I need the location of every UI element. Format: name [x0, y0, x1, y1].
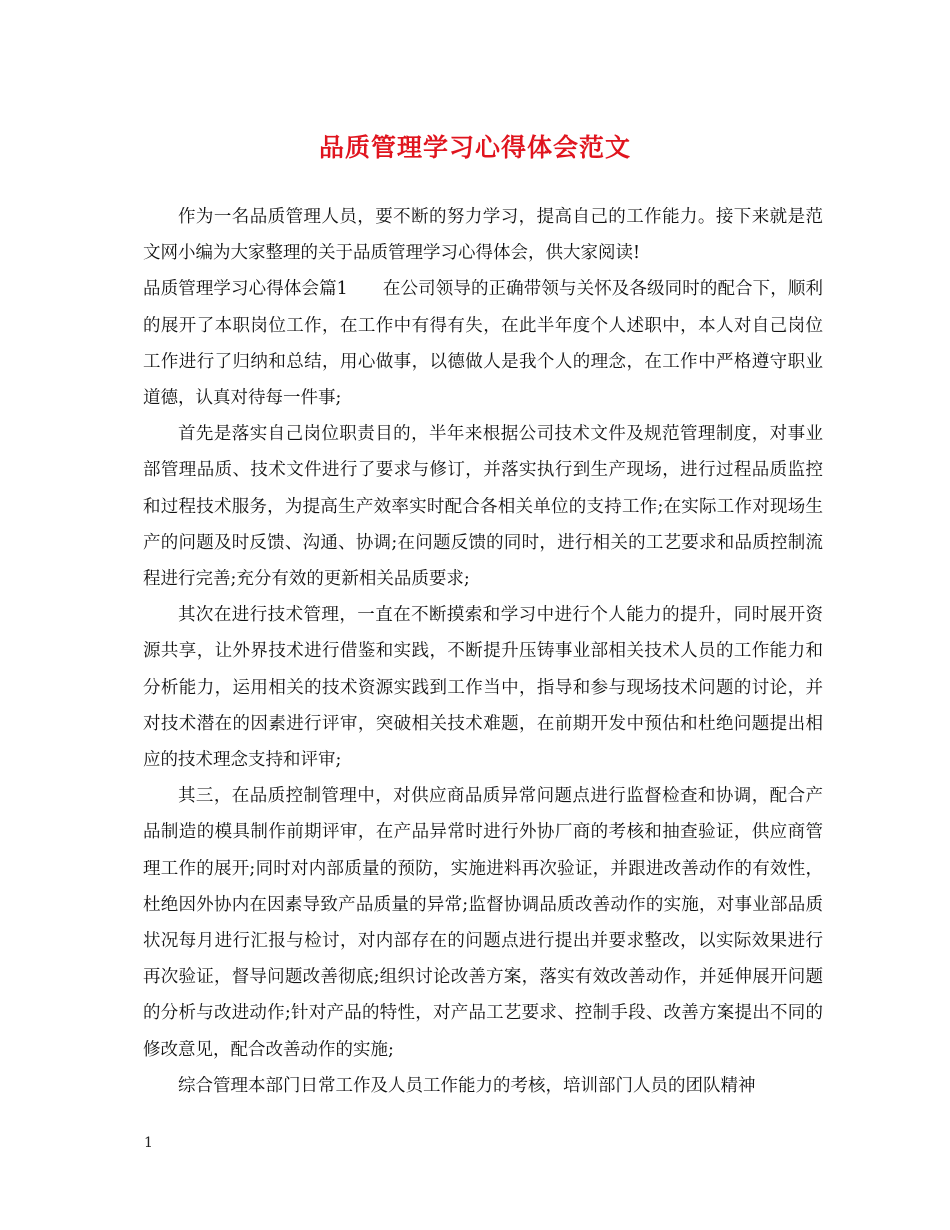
section-heading: 品质管理学习心得体会篇1 — [143, 279, 348, 300]
page-number: 1 — [144, 1135, 153, 1151]
paragraph-section-1-text: 在公司领导的正确带领与关怀及各级同时的配合下，顺利的展开了本职岗位工作，在工作中有得有失，在此半年度个人述职中，本人对自己岗位工作进行了归纳和总结，用心做事，以德做人是我个人的理念，在工作中严格遵守职业道德，认真对待每一件事; — [143, 279, 823, 409]
paragraph-first: 首先是落实自己岗位职责目的，半年来根据公司技术文件及规范管理制度，对事业部管理品质、技术文件进行了要求与修订，并落实执行到生产现场，进行过程品质监控和过程技术服务，为提高生产效率实时配合各相关单位的支持工作;在实际工作对现场生产的问题及时反馈、沟通、协调;在问题反馈的同时，进行相关的工艺要求和品质控制流程进行完善;充分有效的更新相关品质要求; — [143, 424, 823, 590]
paragraph-second: 其次在进行技术管理，一直在不断摸索和学习中进行个人能力的提升，同时展开资源共享，让外界技术进行借鉴和实践，不断提升压铸事业部相关技术人员的工作能力和分析能力，运用相关的技术资源实践到工作当中，指导和参与现场技术问题的讨论，并对技术潜在的因素进行评审，突破相关技术难题，在前期开发中预估和杜绝问题提出相应的技术理念支持和评审; — [143, 605, 823, 771]
document-body — [143, 199, 823, 1104]
paragraph-intro: 作为一名品质管理人员，要不断的努力学习，提高自己的工作能力。接下来就是范文网小编为大家整理的关于品质管理学习心得体会，供大家阅读! — [143, 207, 823, 264]
document-title: 品质管理学习心得体会范文 — [318, 133, 631, 162]
paragraph-fourth: 综合管理本部门日常工作及人员工作能力的考核，培训部门人员的团队精神 — [178, 1075, 756, 1096]
paragraph-section-1 — [143, 271, 823, 416]
paragraph-third: 其三，在品质控制管理中，对供应商品质异常问题点进行监督检查和协调，配合产品制造的模具制作前期评审，在产品异常时进行外协厂商的考核和抽查验证，供应商管理工作的展开;同时对内部质量的预防，实施进料再次验证，并跟进改善动作的有效性，杜绝因外协内在因素导致产品质量的异常;监督协调品质改善动作的实施，对事业部品质状况每月进行汇报与检讨，对内部存在的问题点进行提出并要求整改，以实际效果进行再次验证，督导问题改善彻底;组织讨论改善方案，落实有效改善动作，并延伸展开问题的分析与改进动作;针对产品的特性，对产品工艺要求、控制手段、改善方案提出不同的修改意见，配合改善动作的实施; — [143, 786, 823, 1060]
